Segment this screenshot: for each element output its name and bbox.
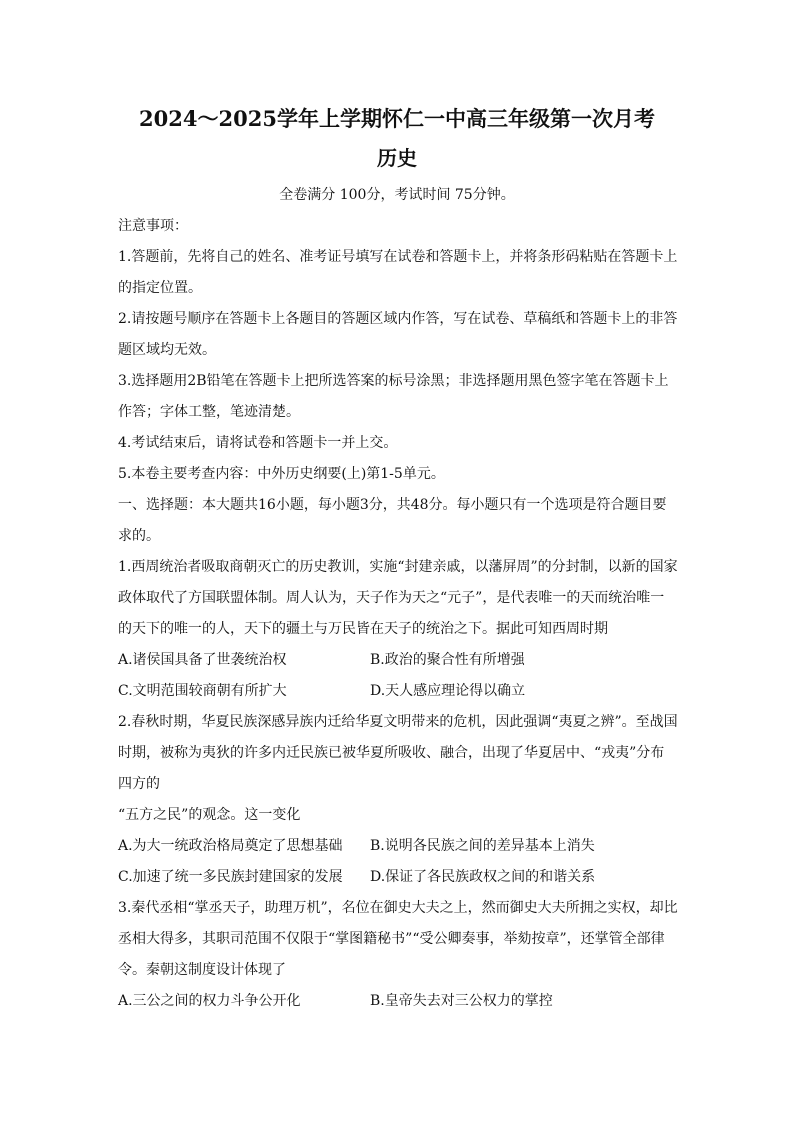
- option: C.文明范围较商朝有所扩大: [118, 683, 287, 699]
- question-stem: 2.春秋时期，华夏民族深感异族内迁给华夏文明带来的危机，因此强调“夷夏之辨”。至战国时期，被称为夷狄的许多内迁民族已被华夏所吸收、融合，出现了华夏居中、“戎夷”分布四方的: [118, 714, 678, 792]
- option-row: [118, 676, 678, 707]
- notice-heading: 注意事项：: [118, 218, 188, 234]
- question-stem: 3.秦代丞相“掌丞天子，助理万机”，名位在御史大夫之上，然而御史大夫所拥之实权，却比丞相大得多，其职司范围不仅限于“掌图籍秘书”“受公卿奏事，举劾按章”，还掌管全部律令。秦朝这制度设计体现了: [118, 900, 678, 978]
- option: B.皇帝失去对三公权力的掌控: [370, 993, 553, 1009]
- exam-meta: 全卷满分 100分，考试时间 75分钟。: [279, 187, 515, 203]
- option-row: [118, 645, 678, 676]
- option: B.政治的聚合性有所增强: [370, 652, 525, 668]
- question-stem: 1.西周统治者吸取商朝灭亡的历史教训，实施“封建亲戚，以藩屏周”的分封制，以新的国家政体取代了方国联盟体制。周人认为，天子作为天之“元子”，是代表唯一的天而统治唯一的天下的唯一的人，天下的疆土与万民皆在天子的统治之下。据此可知西周时期: [118, 559, 678, 637]
- option: A.为大一统政治格局奠定了思想基础: [118, 838, 343, 854]
- subject-title: 历史: [377, 146, 417, 170]
- notice-item: 1.答题前，先将自己的姓名、准考证号填写在试卷和答题卡上，并将条形码粘贴在答题卡上的指定位置。: [118, 249, 678, 296]
- question-stem-continued: “五方之民”的观念。这一变化: [118, 807, 301, 823]
- option: D.保证了各民族政权之间的和谐关系: [370, 869, 596, 885]
- notice-item: 3.选择题用2B铅笔在答题卡上把所选答案的标号涂黑；非选择题用黑色签字笔在答题卡上作答；字体工整，笔迹清楚。: [118, 373, 669, 420]
- option: B.说明各民族之间的差异基本上消失: [370, 838, 595, 854]
- option: D.天人感应理论得以确立: [370, 683, 526, 699]
- option-row: [118, 986, 678, 1017]
- notice-item: 4.考试结束后，请将试卷和答题卡一并上交。: [118, 435, 398, 451]
- exam-title: 2024～2025学年上学期怀仁一中高三年级第一次月考: [139, 106, 655, 131]
- notice-item: 5.本卷主要考查内容：中外历史纲要(上)第1-5单元。: [118, 466, 445, 482]
- section-heading: 一、选择题：本大题共16小题，每小题3分，共48分。每小题只有一个选项是符合题目要求的。: [118, 497, 667, 544]
- option: C.加速了统一多民族封建国家的发展: [118, 869, 343, 885]
- option: A.三公之间的权力斗争公开化: [118, 993, 301, 1009]
- notice-item: 2.请按题号顺序在答题卡上各题目的答题区域内作答，写在试卷、草稿纸和答题卡上的非答题区域均无效。: [118, 311, 678, 358]
- exam-body: [118, 211, 678, 1017]
- option: A.诸侯国具备了世袭统治权: [118, 652, 287, 668]
- option-row: [118, 831, 678, 862]
- option-row: [118, 862, 678, 893]
